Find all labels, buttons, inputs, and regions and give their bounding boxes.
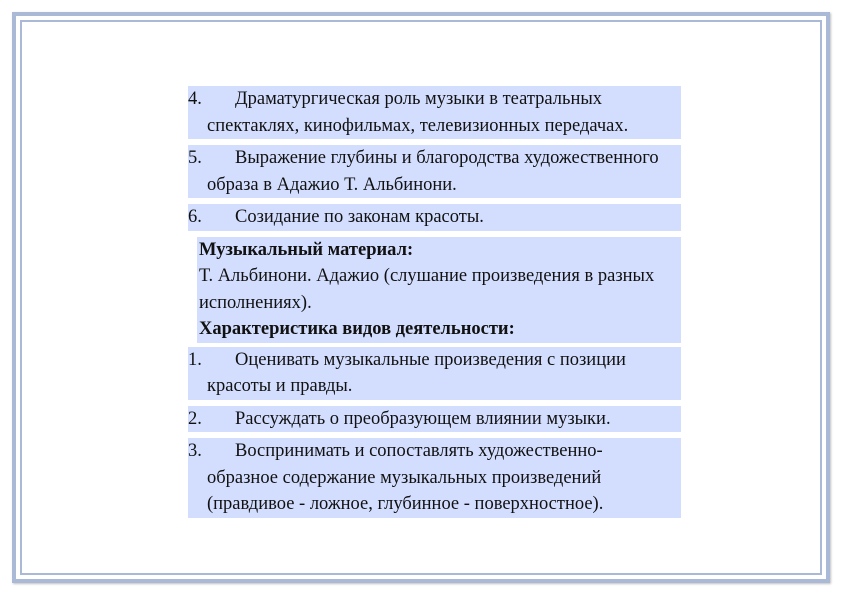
list-item-text: Выражение глубины и благородства художественного образа в Адажио Т. Альбинони. — [207, 148, 659, 195]
activities-heading: Характеристика видов деятельности: — [199, 319, 515, 339]
list-item-number: 5. — [188, 148, 202, 168]
list-item-number: 6. — [188, 207, 202, 227]
list-item-number: 4. — [188, 89, 202, 109]
content-block — [188, 86, 681, 518]
list-item-number: 3. — [188, 441, 202, 461]
list-item — [188, 204, 681, 231]
music-material-heading: Музыкальный материал: — [199, 239, 414, 260]
list-item-text: Оценивать музыкальные произведения с позиции красоты и правды. — [207, 349, 626, 396]
list-item-text: Драматургическая роль музыки в театральных спектаклях, кинофильмах, телевизионных передачах. — [207, 89, 629, 136]
list-item-text: Рассуждать о преобразующем влиянии музыки. — [235, 408, 611, 429]
list-item-number: 2. — [188, 408, 202, 429]
list-item — [188, 347, 681, 400]
list-item-number: 1. — [188, 349, 202, 370]
list-item-text: Созидание по законам красоты. — [235, 207, 484, 227]
list-item — [188, 86, 681, 139]
music-material-block — [197, 237, 681, 343]
music-material-text: Т. Альбинони. Адажио (слушание произведения в разных исполнениях). — [199, 266, 655, 313]
list-item — [188, 406, 681, 433]
list-item — [188, 438, 681, 518]
list-item-text: Воспринимать и сопоставлять художественно-образное содержание музыкальных произведений (правдивое - ложное, глубинное - поверхностное). — [207, 441, 604, 514]
list-item — [188, 145, 681, 198]
